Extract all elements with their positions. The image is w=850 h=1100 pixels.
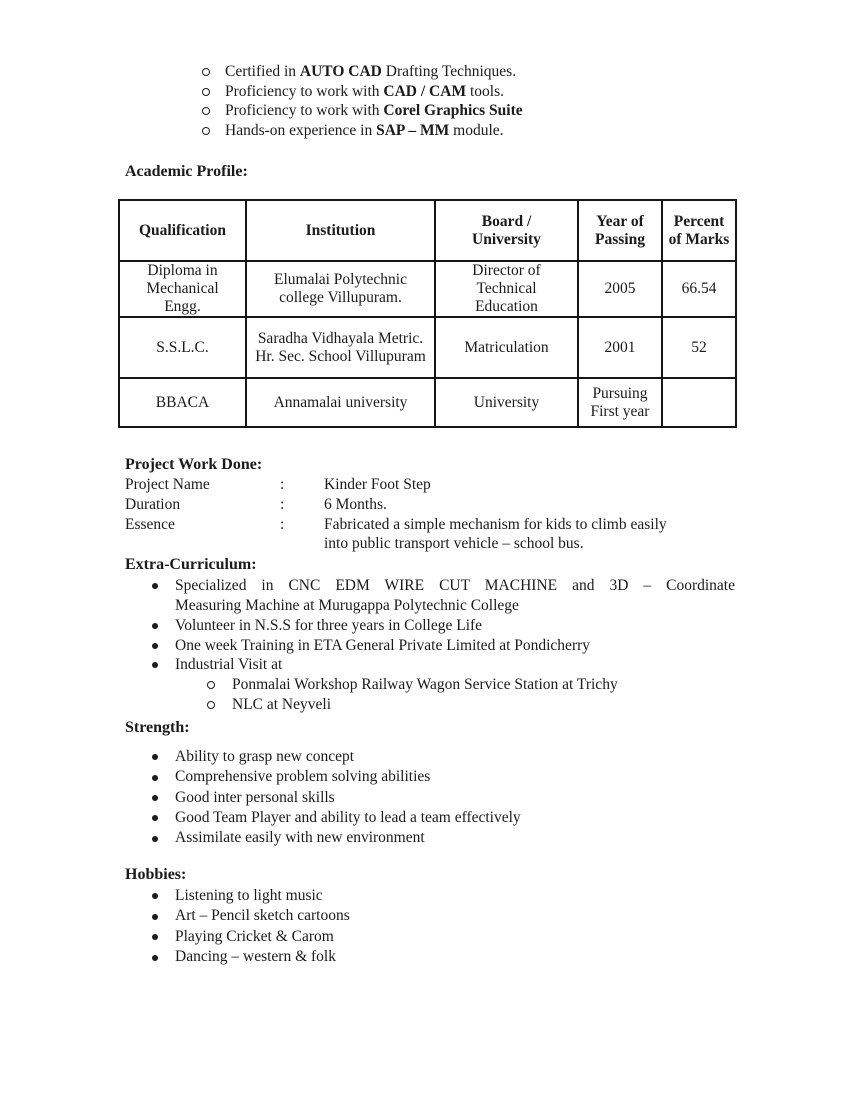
dot-bullet-icon [152,914,158,920]
bullet-text: Dancing – western & folk [175,948,336,966]
table-row [119,317,736,378]
bullet-text: Good inter personal skills [175,788,335,806]
circle-bullet-icon [207,681,215,689]
circle-bullet-icon [202,107,210,115]
circle-bullet-icon [202,127,210,135]
project-label: Essence [125,515,175,533]
project-row [125,495,740,515]
extra-curriculum-list [152,576,735,715]
section-heading-project-work: Project Work Done: [125,456,263,473]
bullet-item [152,906,735,926]
industrial-visit-sub-list [207,675,735,715]
dot-bullet-icon [152,662,158,668]
project-row [125,515,740,555]
circle-bullet-icon [202,88,210,96]
table-cell-percent [662,378,736,427]
bullet-item [152,828,735,848]
certification-text: Hands-on experience in SAP – MM module. [225,121,504,139]
dot-bullet-icon [152,795,158,801]
section-heading-strength: Strength: [125,718,190,736]
certifications-list [0,0,850,140]
sub-bullet-item [207,675,735,695]
bullet-item [152,767,735,787]
column-header-year-of-passing: Year of Passing [578,200,662,261]
dot-bullet-icon [152,955,158,961]
circle-bullet-icon [202,68,210,76]
bullet-text: Comprehensive problem solving abilities [175,768,431,786]
bullet-item [152,616,735,636]
table-cell-year: 2005 [578,261,662,317]
table-cell-qualification: BBACA [119,378,246,427]
column-header-qualification: Qualification [119,200,246,261]
table-cell-year: Pursuing First year [578,378,662,427]
bullet-text: Good Team Player and ability to lead a team effectively [175,808,521,826]
section-heading-extra-curriculum: Extra-Curriculum: [125,556,257,574]
table-cell-percent: 52 [662,317,736,378]
certification-text: Certified in AUTO CAD Drafting Techniques. [225,63,517,80]
table-cell-board: Matriculation [435,317,578,378]
sub-bullet-text: NLC at Neyveli [232,695,332,713]
table-cell-qualification: Diploma in Mechanical Engg. [119,261,246,317]
section-heading-hobbies: Hobbies: [125,865,187,883]
column-header-board-university: Board / University [435,200,578,261]
project-row [125,475,740,495]
certification-item [202,62,850,82]
bullet-item [152,576,735,616]
table-cell-institution: Saradha Vidhayala Metric. Hr. Sec. School Villupuram [246,317,435,378]
project-value: Kinder Foot Step [324,476,431,493]
certification-text: Proficiency to work with CAD / CAM tools. [225,82,504,100]
table-cell-board: Director of Technical Education [435,261,578,317]
bullet-item [152,788,735,808]
bullet-text: Specialized in CNC EDM WIRE CUT MACHINE and 3D – Coordinate Measuring Machine at Murugappa Polytechnic College [175,577,735,614]
table-cell-institution: Elumalai Polytechnic college Villupuram. [246,261,435,317]
table-cell-institution: Annamalai university [246,378,435,427]
bullet-text: Listening to light music [175,886,323,904]
table-header-row [119,200,736,261]
dot-bullet-icon [152,754,158,760]
certification-item [202,121,850,141]
dot-bullet-icon [152,623,158,629]
project-value: Fabricated a simple mechanism for kids to climb easily into public transport vehicle – school bus. [324,515,667,553]
dot-bullet-icon [152,836,158,842]
bullet-item [152,886,735,906]
bullet-text: Volunteer in N.S.S for three years in College Life [175,616,483,634]
strength-list [152,747,735,849]
academic-table [118,199,737,428]
project-colon: : [280,476,285,493]
dot-bullet-icon [152,583,158,589]
sub-bullet-item [207,695,735,715]
certification-text: Proficiency to work with Corel Graphics Suite [225,102,523,119]
bullet-text: Ability to grasp new concept [175,747,355,765]
project-colon: : [280,495,285,513]
certification-item [202,82,850,102]
bullet-item [152,636,735,656]
bullet-item [152,747,735,767]
bullet-item [152,655,735,714]
project-value: 6 Months. [324,495,387,513]
column-header-percent-of-marks: Percent of Marks [662,200,736,261]
dot-bullet-icon [152,815,158,821]
bullet-text: Assimilate easily with new environment [175,829,425,847]
certification-item [202,101,850,121]
column-header-institution: Institution [246,200,435,261]
section-heading-academic-profile: Academic Profile: [125,163,248,180]
bullet-text: Industrial Visit at Ponmalai Workshop Railway Wagon Service Station at Trichy NLC at Neyveli [175,655,735,714]
project-colon: : [280,515,285,533]
table-row [119,261,736,317]
hobbies-list [152,886,735,968]
dot-bullet-icon [152,643,158,649]
dot-bullet-icon [152,934,158,940]
dot-bullet-icon [152,775,158,781]
dot-bullet-icon [152,893,158,899]
bullet-item [152,947,735,967]
table-cell-board: University [435,378,578,427]
bullet-text: Art – Pencil sketch cartoons [175,907,350,925]
bullet-item [152,808,735,828]
bullet-text: One week Training in ETA General Private Limited at Pondicherry [175,636,591,654]
circle-bullet-icon [207,701,215,709]
sub-bullet-text: Ponmalai Workshop Railway Wagon Service Station at Trichy [232,676,618,694]
table-row [119,378,736,427]
table-cell-percent: 66.54 [662,261,736,317]
project-label: Duration [125,495,181,513]
bullet-item [152,927,735,947]
table-cell-year: 2001 [578,317,662,378]
project-label: Project Name [125,476,210,493]
bullet-text: Playing Cricket & Carom [175,927,334,945]
table-cell-qualification: S.S.L.C. [119,317,246,378]
